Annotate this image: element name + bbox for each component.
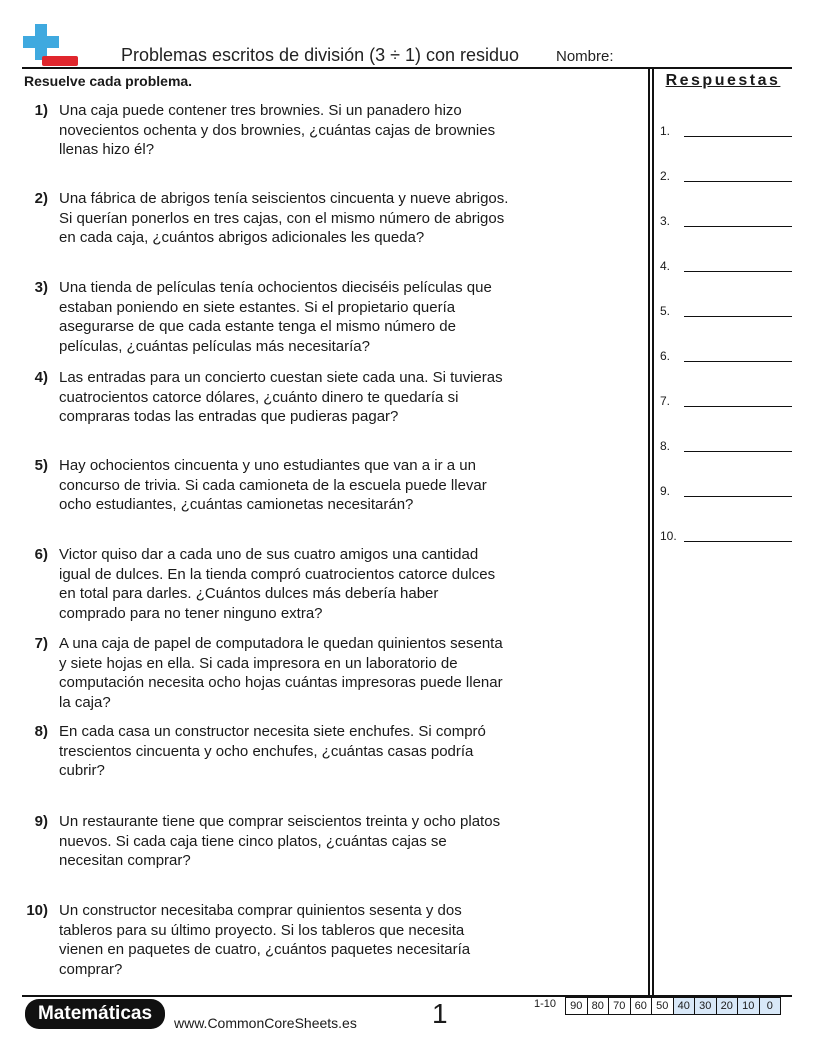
answer-blank[interactable]	[684, 271, 792, 272]
score-cell: 0	[759, 997, 782, 1015]
score-cell: 70	[608, 997, 631, 1015]
problem-number: 2)	[34, 190, 48, 207]
problem-number: 9)	[34, 813, 48, 830]
problem-number: 3)	[34, 279, 48, 296]
problem-number: 8)	[34, 723, 48, 740]
score-table	[566, 997, 781, 1015]
instructions: Resuelve cada problema.	[24, 73, 193, 89]
score-cell: 90	[565, 997, 588, 1015]
answer-number: 1.	[660, 124, 671, 138]
problem-number: 7)	[34, 635, 48, 652]
answer-row	[660, 347, 792, 365]
problem-text: Una tienda de películas tenía ochocientos dieciséis películas que estaban poniendo en siete estantes. Si el propietario quería asegurarse de que cada estante tenga el mismo número de películas, ¿cuántas películas más necesitaría?	[59, 279, 492, 355]
problem-text: Victor quiso dar a cada uno de sus cuatro amigos una cantidad igual de dulces. En la tienda compró cuatrocientos catorce dulces en total para darles. ¿Cuántos dulces más debería haber comprado para no tener ninguno extra?	[59, 546, 496, 622]
answer-number: 2.	[660, 169, 671, 183]
answer-blank[interactable]	[684, 316, 792, 317]
answer-blank[interactable]	[684, 181, 792, 182]
answer-number: 3.	[660, 214, 671, 228]
problem-text: Una caja puede contener tres brownies. Si un panadero hizo novecientos ochenta y dos brownies, ¿cuántas cajas de brownies llenas hizo él?	[59, 102, 496, 158]
problem-text: Una fábrica de abrigos tenía seiscientos cincuenta y nueve abrigos. Si querían ponerlos en tres cajas, con el mismo número de abrigos en cada caja, ¿cuántos abrigos adicionales les queda?	[59, 190, 509, 246]
problem-text: Un restaurante tiene que comprar seiscientos treinta y ocho platos nuevos. Si cada caja tiene cinco platos, ¿cuántas cajas se necesitan comprar?	[59, 813, 501, 869]
problem-text: Hay ochocientos cincuenta y uno estudiantes que van a ir a un concurso de trivia. Si cada camioneta de la escuela puede llevar ocho estudiantes, ¿cuántas camionetas necesitarán?	[59, 457, 487, 513]
answer-number: 9.	[660, 484, 671, 498]
answer-number: 5.	[660, 304, 671, 318]
answer-row	[660, 122, 792, 140]
site-url: www.CommonCoreSheets.es	[174, 1015, 357, 1031]
answer-number: 4.	[660, 259, 671, 273]
answer-row	[660, 392, 792, 410]
answer-number: 6.	[660, 349, 671, 363]
answer-row	[660, 212, 792, 230]
answer-number: 8.	[660, 439, 671, 453]
answer-blank[interactable]	[684, 136, 792, 137]
answer-column-divider-left	[648, 68, 650, 995]
problem-text: A una caja de papel de computadora le quedan quinientos sesenta y siete hojas en ella. Si cada impresora en un laboratorio de computación necesita ocho hojas cuántas impresoras puede llenar la caja?	[59, 635, 503, 711]
answer-blank[interactable]	[684, 361, 792, 362]
problem-number: 1)	[34, 102, 48, 119]
answer-row	[660, 302, 792, 320]
score-range-label: 1-10	[534, 998, 557, 1010]
answers-title: Respuestas	[665, 72, 781, 89]
answer-blank[interactable]	[684, 541, 792, 542]
score-cell: 50	[651, 997, 674, 1015]
problem-number: 4)	[34, 369, 48, 386]
math-plus-minus-logo	[22, 24, 80, 68]
page-number: 1	[432, 998, 448, 1029]
answer-row	[660, 257, 792, 275]
brand-badge: Matemáticas	[25, 999, 165, 1029]
problem-text: Un constructor necesitaba comprar quinientos sesenta y dos tableros para su último proyecto. Si los tableros que necesita vienen en paquetes de cuatro, ¿cuántos paquetes necesitaría comprar?	[59, 902, 471, 978]
problem-number: 10)	[26, 902, 48, 919]
answer-row	[660, 527, 792, 545]
answer-number: 7.	[660, 394, 671, 408]
header-rule	[22, 67, 792, 69]
answer-blank[interactable]	[684, 406, 792, 407]
answer-row	[660, 437, 792, 455]
score-cell: 10	[737, 997, 760, 1015]
page-title: Problemas escritos de división (3 ÷ 1) con residuo	[121, 45, 520, 65]
score-cell: 60	[630, 997, 653, 1015]
score-cell: 30	[694, 997, 717, 1015]
answer-row	[660, 167, 792, 185]
problem-number: 6)	[34, 546, 48, 563]
problem-number: 5)	[34, 457, 48, 474]
score-cell: 80	[587, 997, 610, 1015]
score-cell: 40	[673, 997, 696, 1015]
score-cell: 20	[716, 997, 739, 1015]
answer-blank[interactable]	[684, 496, 792, 497]
name-label: Nombre:	[556, 48, 614, 65]
answer-row	[660, 482, 792, 500]
answer-number: 10.	[660, 529, 677, 543]
answer-blank[interactable]	[684, 226, 792, 227]
problem-text: Las entradas para un concierto cuestan siete cada una. Si tuvieras cuatrocientos catorce dólares, ¿cuánto dinero te quedaría si compraras todas las entradas que pudieras pagar?	[59, 369, 503, 425]
answer-column-divider-right	[652, 68, 654, 995]
answer-blank[interactable]	[684, 451, 792, 452]
problem-text: En cada casa un constructor necesita siete enchufes. Si compró trescientos cincuenta y ocho enchufes, ¿cuántas casas podría cubrir?	[59, 723, 486, 779]
